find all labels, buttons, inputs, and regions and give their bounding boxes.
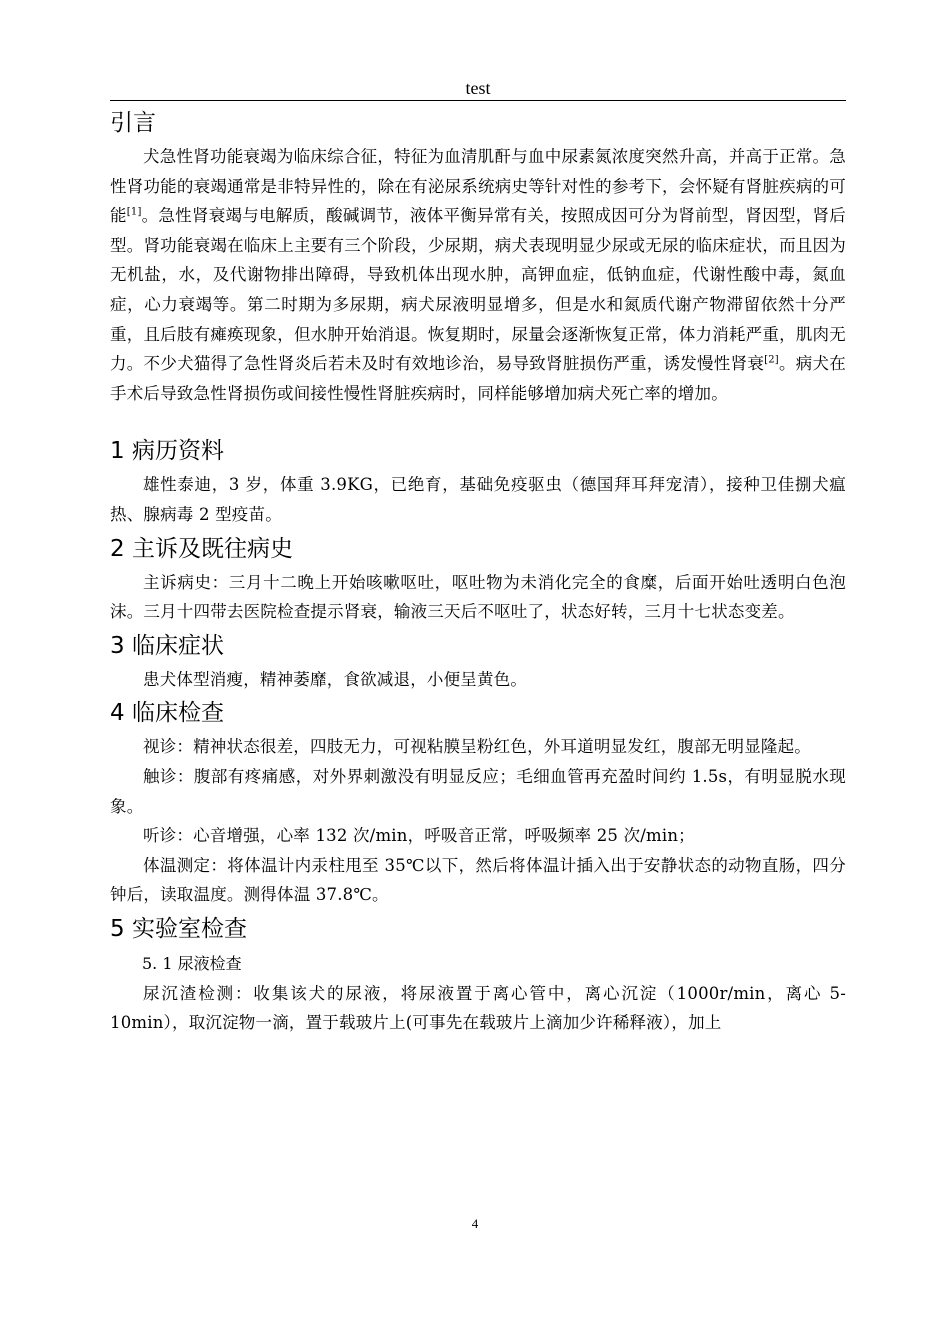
document-body <box>110 104 846 1038</box>
paragraph-complaint-history: 主诉病史：三月十二晚上开始咳嗽呕吐，呕吐物为未消化完全的食糜，后面开始吐透明白色泡沫。三月十四带去医院检查提示肾衰，输液三天后不呕吐了，状态好转，三月十七状态变差。 <box>110 572 846 622</box>
paragraph-auscultation: 听诊：心音增强，心率 132 次/min，呼吸音正常，呼吸频率 25 次/min； <box>143 826 695 846</box>
heading-case-data: 1 病历资料 <box>110 438 224 465</box>
paragraph-clinical-symptoms: 患犬体型消瘦，精神萎靡，食欲减退，小便呈黄色。 <box>143 669 528 689</box>
paragraph-urine-sediment: 尿沉渣检测：收集该犬的尿液，将尿液置于离心管中，离心沉淀（1000r/min，离心 5-10min），取沉淀物一滴，置于载玻片上(可事先在载玻片上滴加少许稀释液），加上 <box>110 983 846 1033</box>
paragraph-temperature: 体温测定：将体温计内汞柱甩至 35℃以下，然后将体温计插入出于安静状态的动物直肠，四分钟后，读取温度。测得体温 37.8℃。 <box>110 855 846 905</box>
citation-2: [2] <box>764 354 779 366</box>
running-header: test <box>110 76 846 101</box>
paragraph-case-data: 雄性泰迪，3 岁，体重 3.9KG，已绝育，基础免疫驱虫（德国拜耳拜宠清），接种卫佳捌犬瘟热、腺病毒 2 型疫苗。 <box>110 475 846 524</box>
citation-1: [1] <box>126 206 142 218</box>
paragraph-palpation: 触诊：腹部有疼痛感，对外界刺激没有明显反应；毛细血管再充盈时间约 1.5s，有明显脱水现象。 <box>110 766 846 816</box>
heading-clinical-exam: 4 临床检查 <box>110 700 224 727</box>
heading-complaint-history: 2 主诉及既往病史 <box>110 535 293 562</box>
page-number: 4 <box>471 1216 479 1231</box>
paragraph-inspection: 视诊：精神状态很差，四肢无力，可视粘膜呈粉红色，外耳道明显发红，腹部无明显隆起。 <box>143 737 811 757</box>
heading-lab-tests: 5 实验室检查 <box>110 915 247 942</box>
subheading-urine-test: 5. 1 尿液检查 <box>142 953 242 973</box>
intro-text-part-3: 。病犬在手术后导致急性肾损伤或间接性慢性肾脏疾病时，同样能够增加病犬死亡率的增加。 <box>110 354 846 403</box>
heading-introduction: 引言 <box>110 110 156 136</box>
heading-clinical-symptoms: 3 临床症状 <box>110 632 224 659</box>
intro-text-part-2: 。急性肾衰竭与电解质，酸碱调节，液体平衡异常有关，按照成因可分为肾前型，肾因型，肾后型。肾功能衰竭在临床上主要有三个阶段，少尿期，病犬表现明显少尿或无尿的临床症状，而且因为无机盐，水，及代谢物排出障碍，导致机体出现水肿，高钾血症，低钠血症，代谢性酸中毒，氮血症，心力衰竭等。第二时期为多尿期，病犬尿液明显增多，但是水和氮质代谢产物滞留依然十分严重，且后肢有瘫痪现象，但水肿开始消退。恢复期时，尿量会逐渐恢复正常，体力消耗严重，肌肉无力。不少犬猫得了急性肾炎后若未及时有效地诊治，易导致肾脏损伤严重，诱发慢性肾衰 <box>110 206 846 374</box>
paragraph-introduction <box>110 142 846 408</box>
intro-text-part-1: 犬急性肾功能衰竭为临床综合征，特征为血清肌酐与血中尿素氮浓度突然升高，并高于正常。急性肾功能的衰竭通常是非特异性的，除在有泌尿系统病史等针对性的参考下，会怀疑有肾脏疾病的可能 <box>110 147 846 226</box>
